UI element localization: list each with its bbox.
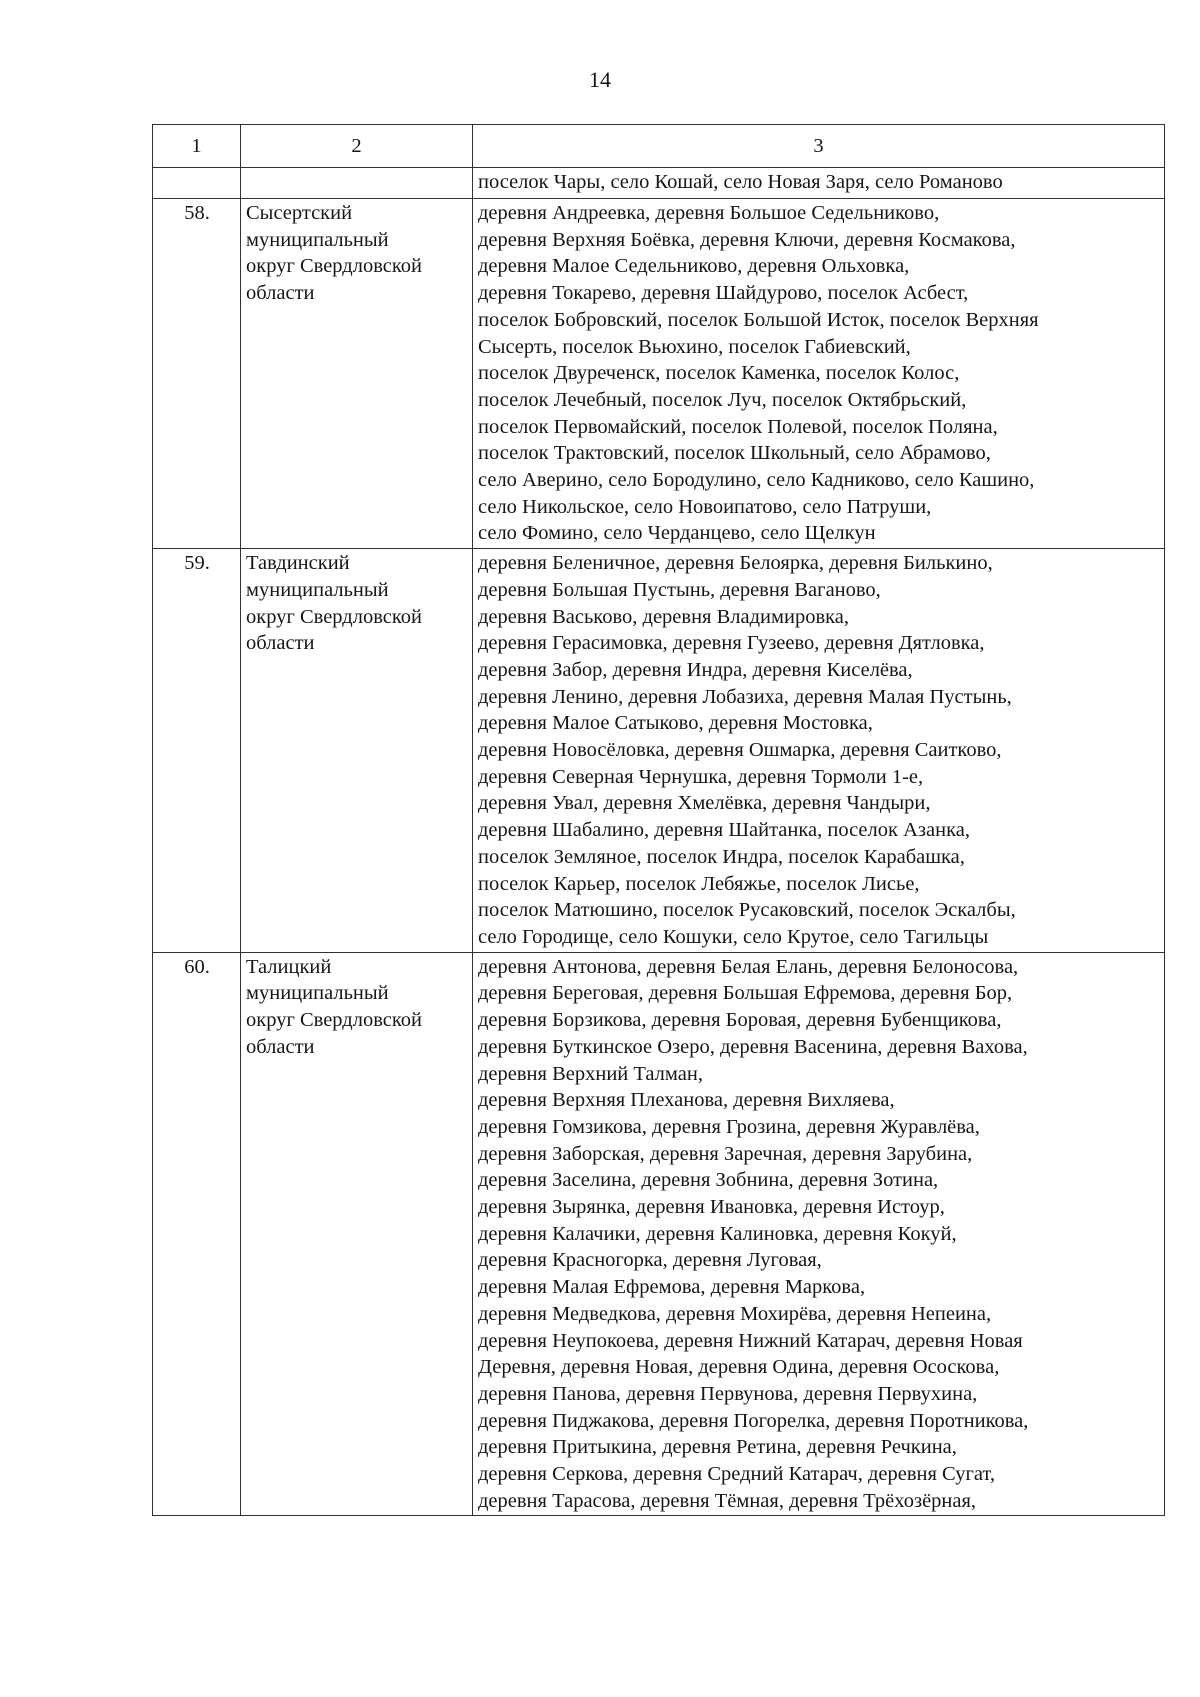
settlement-line: деревня Заборская, деревня Заречная, деревня Зарубина, (478, 1142, 973, 1165)
column-header-1: 1 (153, 125, 241, 168)
settlement-line: деревня Малое Сатыково, деревня Мостовка, (478, 712, 873, 735)
district-name-line: Тавдинский (246, 552, 350, 575)
settlement-line: деревня Новосёловка, деревня Ошмарка, деревня Саитково, (478, 739, 1002, 762)
district-name-line: муниципальный (246, 982, 389, 1005)
settlement-line: село Фомино, село Черданцево, село Щелкун (478, 522, 876, 545)
settlement-line: село Никольское, село Новоипатово, село Патруши, (478, 495, 932, 518)
settlement-line: деревня Красногорка, деревня Луговая, (478, 1249, 822, 1272)
settlements-table (152, 124, 1165, 1516)
continuation-settlements-cell: поселок Чары, село Кошай, село Новая Заря, село Романово (473, 168, 1165, 199)
settlement-line: деревня Неупокоева, деревня Нижний Катарач, деревня Новая (478, 1329, 1023, 1352)
settlement-line: деревня Панова, деревня Первунова, деревня Первухина, (478, 1382, 978, 1405)
settlements-cell (473, 199, 1165, 549)
settlement-line: деревня Калачики, деревня Калиновка, деревня Кокуй, (478, 1222, 957, 1245)
settlement-line: поселок Бобровский, поселок Большой Исток, поселок Верхняя (478, 308, 1039, 331)
settlement-line: Сысерть, поселок Вьюхино, поселок Габиевский, (478, 335, 911, 358)
settlement-line: деревня Серкова, деревня Средний Катарач, деревня Сугат, (478, 1463, 995, 1486)
district-name-line: округ Свердловской (246, 255, 422, 278)
settlement-line: деревня Токарево, деревня Шайдурово, поселок Асбест, (478, 282, 969, 305)
district-name-line: области (246, 282, 315, 305)
district-name-cell (241, 952, 473, 1516)
settlements-cell (473, 952, 1165, 1516)
settlement-line: Деревня, деревня Новая, деревня Одина, деревня Ососкова, (478, 1356, 1000, 1379)
row-number: 59. (153, 549, 241, 953)
settlement-line: деревня Верхняя Плеханова, деревня Вихляева, (478, 1089, 895, 1112)
settlement-line: деревня Тарасова, деревня Тёмная, деревня Трёхозёрная, (478, 1489, 977, 1512)
settlement-line: деревня Заселина, деревня Зобнина, деревня Зотина, (478, 1169, 939, 1192)
settlement-line: деревня Васьково, деревня Владимировка, (478, 605, 849, 628)
settlement-line: село Городище, село Кошуки, село Крутое, село Тагильцы (478, 925, 989, 948)
table-row (153, 952, 1165, 1516)
settlement-line: деревня Пиджакова, деревня Погорелка, деревня Поротникова, (478, 1409, 1029, 1432)
continuation-number-cell (153, 168, 241, 199)
district-name-line: округ Свердловской (246, 1009, 422, 1032)
settlement-line: поселок Первомайский, поселок Полевой, поселок Поляна, (478, 415, 998, 438)
district-name-line: Сысертский (246, 202, 353, 224)
settlements-cell (473, 549, 1165, 953)
row-number: 60. (153, 952, 241, 1516)
settlement-line: деревня Забор, деревня Индра, деревня Киселёва, (478, 658, 913, 681)
settlement-line: поселок Двуреченск, поселок Каменка, поселок Колос, (478, 362, 960, 385)
settlement-line: деревня Герасимовка, деревня Гузеево, деревня Дятловка, (478, 632, 985, 655)
settlement-line: село Аверино, село Бородулино, село Кадниково, село Кашино, (478, 469, 1035, 492)
table-body (153, 168, 1165, 1516)
table-row (153, 199, 1165, 549)
settlement-line: поселок Матюшино, поселок Русаковский, поселок Эскалбы, (478, 899, 1016, 922)
district-name-line: муниципальный (246, 578, 389, 601)
settlement-line: деревня Гомзикова, деревня Грозина, деревня Журавлёва, (478, 1115, 980, 1138)
settlement-line: деревня Притыкина, деревня Ретина, деревня Речкина, (478, 1436, 957, 1459)
page-number: 14 (589, 67, 611, 92)
continuation-row (153, 168, 1165, 199)
settlement-line: поселок Земляное, поселок Индра, поселок Карабашка, (478, 845, 965, 868)
settlement-line: деревня Береговая, деревня Большая Ефремова, деревня Бор, (478, 982, 1013, 1005)
settlement-line: деревня Увал, деревня Хмелёвка, деревня Чандыри, (478, 792, 931, 815)
settlement-line: деревня Верхняя Боёвка, деревня Ключи, деревня Космакова, (478, 228, 1016, 251)
column-header-2: 2 (241, 125, 473, 168)
column-header-3: 3 (473, 125, 1165, 168)
district-name-line: области (246, 632, 315, 655)
district-name-line: муниципальный (246, 228, 389, 251)
settlement-line: деревня Ленино, деревня Лобазиха, деревня Малая Пустынь, (478, 685, 1012, 708)
table-row (153, 549, 1165, 953)
table-header-row (153, 125, 1165, 168)
settlement-line: деревня Шабалино, деревня Шайтанка, поселок Азанка, (478, 819, 970, 842)
settlement-line: поселок Карьер, поселок Лебяжье, поселок Лисье, (478, 872, 920, 895)
district-name-cell (241, 549, 473, 953)
district-name-line: области (246, 1035, 315, 1058)
settlement-line: деревня Буткинское Озеро, деревня Васенина, деревня Вахова, (478, 1035, 1028, 1058)
settlement-line: деревня Северная Чернушка, деревня Тормоли 1-е, (478, 765, 924, 788)
settlement-line: поселок Трактовский, поселок Школьный, село Абрамово, (478, 442, 991, 465)
settlement-line: деревня Верхний Талман, (478, 1062, 703, 1085)
settlement-line: деревня Борзикова, деревня Боровая, деревня Бубенщикова, (478, 1009, 1002, 1032)
continuation-name-cell (241, 168, 473, 199)
row-number: 58. (153, 199, 241, 549)
district-name-cell (241, 199, 473, 549)
settlement-line: поселок Лечебный, поселок Луч, поселок Октябрьский, (478, 388, 967, 411)
settlement-line: деревня Малая Ефремова, деревня Маркова, (478, 1276, 866, 1299)
settlement-line: деревня Большая Пустынь, деревня Ваганово, (478, 578, 881, 601)
settlement-line: деревня Антонова, деревня Белая Елань, деревня Белоносова, (478, 955, 1019, 978)
settlement-line: деревня Зырянка, деревня Ивановка, деревня Истоур, (478, 1196, 945, 1219)
settlement-line: деревня Андреевка, деревня Большое Седельниково, (478, 202, 940, 224)
district-name-line: Талицкий (246, 955, 332, 978)
settlement-line: деревня Малое Седельниково, деревня Ольховка, (478, 255, 910, 278)
district-name-line: округ Свердловской (246, 605, 422, 628)
settlement-line: деревня Медведкова, деревня Мохирёва, деревня Непеина, (478, 1302, 992, 1325)
settlement-line: деревня Беленичное, деревня Белоярка, деревня Билькино, (478, 552, 993, 575)
